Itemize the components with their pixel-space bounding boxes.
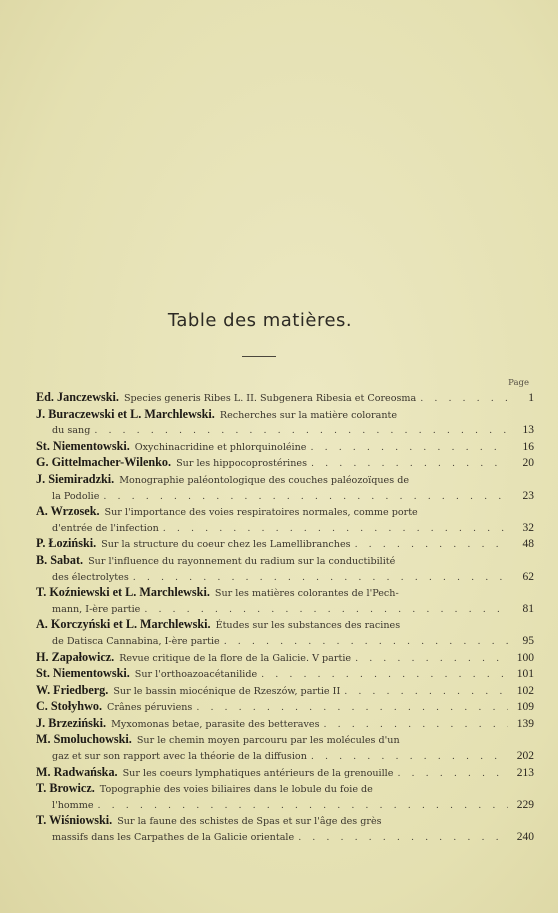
toc-author: H. Zapałowicz. — [36, 649, 115, 664]
dot-leader — [311, 440, 509, 456]
toc-entry-line — [36, 666, 534, 683]
toc-author: T. Browicz. — [36, 781, 95, 796]
toc-page-number: 16 — [522, 440, 534, 453]
dot-leader — [196, 700, 508, 716]
dot-leader — [355, 537, 508, 553]
toc-title-text: la Podolie — [52, 490, 100, 502]
toc-entry-line — [36, 798, 534, 814]
toc-title-text: Sur l'orthoazoacétanilide — [134, 669, 258, 681]
toc-author: St. Niementowski. — [36, 666, 130, 681]
toc-title-text: Monographie paléontologique des couches paléozoïques de — [119, 474, 410, 486]
toc-author: J. Buraczewski et L. Marchlewski. — [36, 406, 215, 421]
toc-entry-line — [36, 455, 534, 472]
toc-title-text: Myxomonas betae, parasite des betteraves — [111, 718, 320, 730]
dot-leader — [311, 456, 508, 472]
dot-leader — [224, 634, 508, 650]
toc-entry-line — [36, 683, 534, 700]
toc-entry-line — [36, 699, 534, 716]
toc-entry — [36, 765, 534, 782]
dot-leader — [397, 766, 508, 782]
toc-entry-line — [36, 650, 534, 667]
toc-entry — [36, 455, 534, 472]
toc-entry — [36, 617, 534, 649]
toc-author: J. Brzeziński. — [36, 715, 107, 730]
toc-entry-line — [36, 407, 534, 424]
toc-title-text: Études sur les substances des racines — [215, 620, 401, 632]
toc-title-text: l'homme — [52, 799, 94, 811]
toc-entry-line — [36, 634, 534, 650]
toc-entry — [36, 732, 534, 764]
page-column-header: Page — [508, 378, 529, 388]
toc-author: St. Niementowski. — [36, 438, 130, 453]
toc-title-text: Sur l'influence du rayonnement du radium sur la conductibilité — [88, 555, 396, 567]
toc-title-text: de Datisca Cannabina, I-ère partie — [52, 635, 220, 647]
toc-entry-line — [36, 813, 534, 830]
dot-leader — [324, 717, 509, 733]
toc-author: J. Siemiradzki. — [36, 471, 115, 486]
dot-leader — [355, 651, 508, 667]
toc-title-text: Sur les hippocoprostérines — [176, 458, 308, 470]
toc-entry-line — [36, 570, 534, 586]
toc-author: P. Łoziński. — [36, 536, 97, 551]
toc-author: C. Stołyhwo. — [36, 699, 103, 714]
toc-entry — [36, 536, 534, 553]
dot-leader — [144, 602, 508, 618]
dot-leader — [163, 521, 508, 537]
toc-entry-line — [36, 781, 534, 798]
toc-title-text: gaz et sur son rapport avec la théorie de la diffusion — [52, 751, 307, 763]
toc-author: Ed. Janczewski. — [36, 390, 119, 404]
toc-title-text: Sur la faune des schistes de Spas et sur l'âge des grès — [117, 816, 382, 828]
toc-entry — [36, 666, 534, 683]
toc-entry-line — [36, 716, 534, 733]
toc-entry — [36, 699, 534, 716]
dot-leader — [133, 570, 508, 586]
toc-page-number: 20 — [522, 457, 534, 470]
toc-entry — [36, 472, 534, 504]
page-title: Table des matières. — [167, 310, 353, 331]
toc-entry — [36, 407, 534, 439]
toc-entry-line — [36, 732, 534, 749]
toc-page-number: 101 — [516, 668, 534, 681]
toc-author: A. Wrzosek. — [36, 504, 100, 519]
toc-entry-line — [36, 521, 534, 537]
toc-entry-line — [36, 830, 534, 846]
toc-page-number: 62 — [522, 570, 534, 583]
dot-leader — [103, 489, 508, 505]
toc-page-number: 1 — [528, 392, 534, 404]
toc-page-number: 229 — [516, 798, 534, 811]
dot-leader — [298, 830, 508, 846]
toc-title-text: massifs dans les Carpathes de la Galicie orientale — [52, 832, 295, 844]
toc-author: T. Wiśniowski. — [36, 813, 113, 828]
toc-title-text: mann, I-ère partie — [52, 603, 141, 615]
toc-entry — [36, 781, 534, 813]
toc-entry-line — [36, 439, 534, 456]
toc-page-number: 48 — [522, 538, 534, 551]
toc-entry — [36, 439, 534, 456]
toc-entry-line — [36, 536, 534, 553]
toc-entry — [36, 650, 534, 667]
toc-author: G. Gittelmacher-Wilenko. — [36, 455, 172, 470]
toc-title-text: Species generis Ribes L. II. Subgenera Ribesia et Coreosma — [123, 393, 417, 404]
toc-entry-line — [36, 585, 534, 602]
toc-page-number: 109 — [516, 701, 534, 714]
toc-entry-line — [36, 749, 534, 765]
toc-entry-line — [36, 617, 534, 634]
toc-author: M. Radwańska. — [36, 764, 118, 779]
toc-page-number: 102 — [516, 684, 534, 697]
toc-title-text: Crânes péruviens — [107, 702, 193, 714]
toc-entry-line — [36, 765, 534, 782]
toc-author: T. Koźniewski et L. Marchlewski. — [36, 585, 210, 600]
toc-author: B. Sabat. — [36, 552, 84, 567]
toc-entry-line — [36, 553, 534, 570]
toc-author: W. Friedberg. — [36, 682, 109, 697]
toc-author: M. Smoluchowski. — [36, 732, 132, 747]
title-rule — [242, 356, 276, 357]
toc-entry-line — [36, 489, 534, 505]
toc-entry — [36, 553, 534, 585]
toc-title-text: du sang — [52, 425, 91, 437]
toc-page-number: 95 — [522, 634, 534, 647]
toc-entry — [36, 390, 534, 407]
dot-leader — [420, 391, 508, 407]
toc-title-text: Sur le chemin moyen parcouru par les molécules d'un — [136, 735, 400, 747]
dot-leader — [311, 749, 508, 765]
toc-entry — [36, 585, 534, 617]
toc-entry-line — [36, 472, 534, 489]
toc-title-text: Topographie des voies biliaires dans le lobule du foie de — [99, 784, 373, 796]
dot-leader — [94, 423, 508, 439]
toc-page-number: 13 — [522, 424, 534, 437]
toc-entry — [36, 716, 534, 733]
toc-entry-line — [36, 504, 534, 521]
toc-entry-line — [36, 390, 534, 407]
toc-page-number: 32 — [522, 521, 534, 534]
toc-title-text: Revue critique de la flore de la Galicie. V partie — [119, 652, 352, 664]
toc-title-text: Sur le bassin miocénique de Rzeszów, partie II — [113, 685, 341, 697]
toc-page-number: 139 — [516, 717, 534, 730]
toc-title-text: Sur la structure du coeur chez les Lamellibranches — [101, 539, 351, 551]
toc-title-text: Sur les matières colorantes de l'Pech- — [214, 588, 399, 600]
toc-author: A. Korczyński et L. Marchlewski. — [36, 617, 211, 632]
toc-page-number: 81 — [522, 602, 534, 615]
toc-title-text: Sur les coeurs lymphatiques antérieurs de la grenouille — [122, 767, 394, 779]
table-of-contents — [36, 390, 534, 846]
toc-title-text: des électrolytes — [52, 571, 129, 583]
toc-entry — [36, 683, 534, 700]
toc-title-text: Oxychinacridine et phlorquinoléine — [134, 441, 307, 453]
dot-leader — [261, 667, 508, 683]
toc-entry — [36, 813, 534, 845]
toc-entry — [36, 504, 534, 536]
toc-page-number: 202 — [516, 750, 534, 763]
dot-leader — [344, 684, 508, 700]
toc-page-number: 213 — [516, 766, 534, 779]
toc-page-number: 100 — [516, 651, 534, 664]
dot-leader — [98, 798, 508, 814]
toc-title-text: Recherches sur la matière colorante — [219, 409, 398, 421]
toc-title-text: Sur l'importance des voies respiratoires normales, comme porte — [104, 507, 418, 519]
toc-page-number: 23 — [522, 489, 534, 502]
toc-title-text: d'entrée de l'infection — [52, 522, 159, 534]
toc-entry-line — [36, 423, 534, 439]
toc-entry-line — [36, 602, 534, 618]
toc-page-number: 240 — [516, 831, 534, 844]
